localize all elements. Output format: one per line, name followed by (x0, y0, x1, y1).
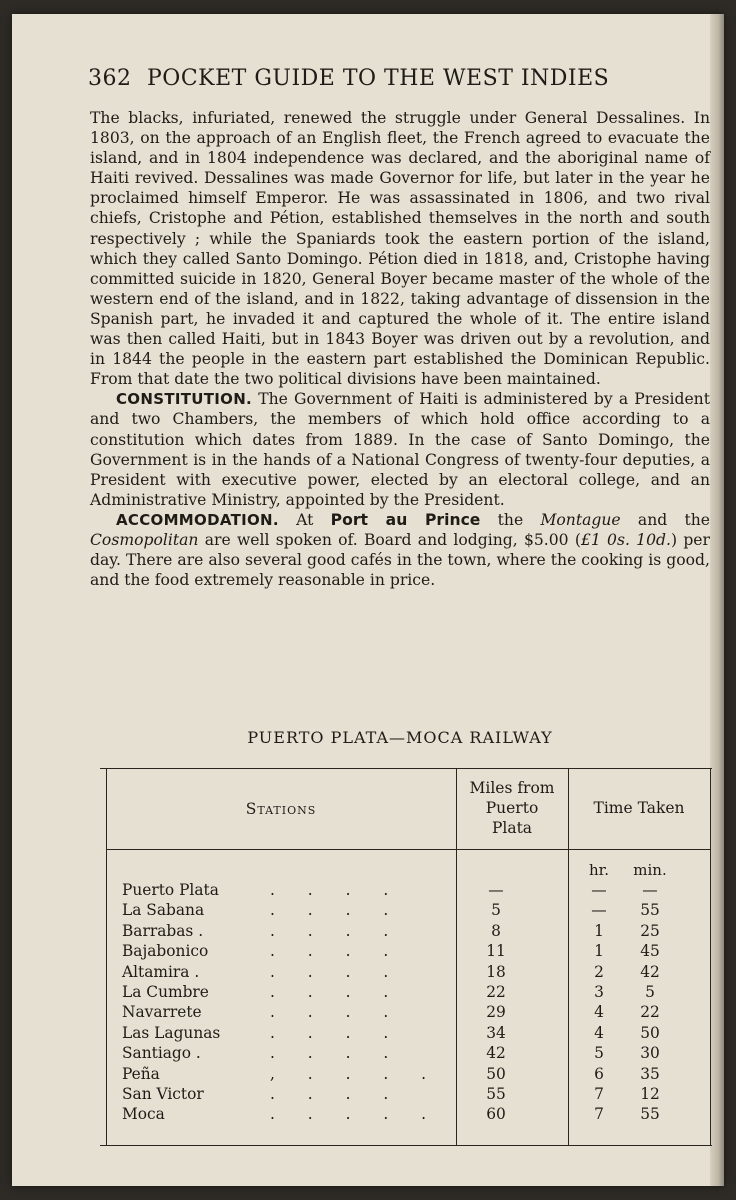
body-text (90, 108, 710, 590)
minutes-value: 35 (640, 1064, 660, 1083)
leader-dots: . . . . (270, 1003, 403, 1022)
hours-value: 1 (594, 921, 604, 940)
table-row (100, 962, 712, 982)
minutes-value: 55 (640, 1105, 660, 1124)
table-row (100, 982, 712, 1002)
acc-text-a: At (296, 510, 314, 529)
table-row (100, 1064, 712, 1084)
acc-text-d: are well spoken of. Board and lodging, $5.00 ( (204, 530, 581, 549)
leader-dots: . . . . (270, 901, 403, 920)
unit-min: min. (633, 861, 667, 879)
header-rule-miles (456, 849, 568, 850)
col-header-miles-line1: Miles from (469, 779, 555, 797)
minutes-value: 55 (640, 901, 660, 920)
col-header-time: Time Taken (593, 799, 685, 817)
hours-value: 7 (594, 1105, 604, 1124)
hours-value: 3 (594, 982, 604, 1001)
table-row (100, 900, 712, 920)
table-row (100, 941, 712, 961)
leader-dots: . . . . (270, 921, 403, 940)
station-name: La Sabana (122, 901, 205, 920)
table-row (100, 921, 712, 941)
station-name: San Victor (122, 1084, 204, 1103)
minutes-value: 42 (640, 962, 660, 981)
miles-value: 5 (491, 901, 501, 920)
railway-table (100, 768, 712, 1146)
acc-text-e: ) per day. There are also several good cafés in the town, where the cooking is good, and the food extremely reasonable in price. (90, 530, 710, 590)
col-header-stations: Stations (245, 800, 317, 818)
miles-value: 42 (486, 1044, 506, 1063)
hours-value: 6 (594, 1064, 604, 1083)
miles-value: 50 (486, 1064, 506, 1083)
hours-value: 2 (594, 962, 604, 981)
col-header-miles-line3: Plata (491, 819, 533, 837)
station-name: Barrabas . (122, 921, 204, 940)
constitution-text: The Government of Haiti is administered by a President and two Chambers, the members of which hold office according to a constitution which dates from 1889. In the case of Santo Domingo, the Government is in the hands of a National Congress of twenty-four deputies, a President with executive power, elected by an electoral college, and an Administrative Ministry, appointed by the President. (90, 390, 710, 509)
hours-value: 4 (594, 1023, 604, 1042)
page-spine-edge (710, 14, 724, 1186)
acc-text-c: and the (637, 510, 711, 529)
hotel-cosmopolitan: Cosmopolitan (90, 530, 199, 549)
station-name: Puerto Plata (122, 881, 219, 899)
table-row (100, 1002, 712, 1022)
running-header (88, 66, 609, 91)
station-name: Altamira . (122, 962, 200, 981)
book-page (12, 14, 724, 1186)
leader-dots: . . . . (270, 1023, 403, 1042)
price-sterling: £1 0s. 10d. (580, 530, 671, 549)
header-rule-time (568, 849, 710, 850)
minutes-value: 50 (640, 1023, 660, 1042)
miles-value: 11 (486, 942, 506, 961)
table-row (100, 1023, 712, 1043)
heading-accommodation: ACCOMMODATION. (116, 510, 279, 529)
station-name: Moca (122, 1105, 165, 1124)
leader-dots: . . . . . (270, 1105, 441, 1124)
leader-dots: . . . . (270, 881, 403, 899)
miles-value: 18 (486, 962, 506, 981)
miles-value: 29 (486, 1003, 506, 1022)
minutes-value: 25 (640, 921, 660, 940)
station-name: Peña (122, 1064, 160, 1083)
hours-value: 7 (594, 1084, 604, 1103)
paragraph-constitution (90, 389, 710, 510)
minutes-value: — (642, 881, 658, 899)
miles-value: — (488, 881, 504, 899)
miles-value: 22 (486, 982, 506, 1001)
leader-dots: . . . . (270, 982, 403, 1001)
hours-value: 4 (594, 1003, 604, 1022)
table-row (100, 880, 712, 900)
col-header-miles-line2: Puerto (485, 799, 539, 817)
hotel-montague: Montague (540, 510, 621, 529)
header-rule-stations (106, 849, 456, 850)
leader-dots: . . . . (270, 962, 403, 981)
station-name: Las Lagunas (122, 1023, 221, 1042)
minutes-value: 22 (640, 1003, 660, 1022)
minutes-value: 5 (645, 982, 655, 1001)
station-name: Bajabonico (122, 942, 209, 961)
minutes-value: 12 (640, 1084, 660, 1103)
table-row (100, 1104, 712, 1124)
table-title: PUERTO PLATA—MOCA RAILWAY (247, 728, 553, 747)
leader-dots: . . . . (270, 942, 403, 961)
table-body (100, 880, 712, 1125)
hours-value: 1 (594, 942, 604, 961)
page-number: 362 (88, 66, 132, 91)
leader-dots: . . . . (270, 1044, 403, 1063)
miles-value: 34 (486, 1023, 506, 1042)
unit-hr: hr. (589, 861, 609, 879)
paragraph-history: The blacks, infuriated, renewed the struggle under General Dessalines. In 1803, on the approach of an English fleet, the French agreed to evacuate the island, and in 1804 independence was declared, and the aboriginal name of Haiti revived. Dessalines was made Governor for life, but later in the year he proclaimed himself Emperor. He was assassinated in 1806, and two rival chiefs, Cristophe and Pétion, established themselves in the north and south respectively ; while the Spaniards took the eastern portion of the island, which they called Santo Domingo. Pétion died in 1818, and, Cristophe having committed suicide in 1820, General Boyer became master of the whole of the western end of the island, and in 1822, taking advantage of dissension in the Spanish part, he invaded it and captured the whole of it. The entire island was then called Haiti, but in 1843 Boyer was driven out by a revolution, and in 1844 the people in the eastern part established the Dominican Republic. From that date the two political divisions have been maintained. (90, 109, 710, 389)
miles-value: 60 (486, 1105, 506, 1124)
table-row (100, 1084, 712, 1104)
paragraph-accommodation (90, 510, 710, 590)
hours-value: — (591, 881, 607, 899)
station-name: Navarrete (122, 1003, 202, 1022)
hours-value: 5 (594, 1044, 604, 1063)
acc-text-b: the (497, 510, 524, 529)
running-title: POCKET GUIDE TO THE WEST INDIES (147, 66, 610, 91)
minutes-value: 30 (640, 1044, 660, 1063)
leader-dots: , . . . . (270, 1064, 441, 1083)
station-name: Santiago . (122, 1044, 201, 1063)
table-row (100, 1043, 712, 1063)
miles-value: 55 (486, 1084, 506, 1103)
place-port-au-prince: Port au Prince (330, 510, 481, 529)
minutes-value: 45 (640, 942, 660, 961)
leader-dots: . . . . (270, 1084, 403, 1103)
col-header-miles (456, 778, 568, 838)
miles-value: 8 (491, 921, 501, 940)
hours-value: — (591, 901, 607, 920)
heading-constitution: CONSTITUTION. (116, 390, 253, 409)
station-name: La Cumbre (122, 982, 209, 1001)
